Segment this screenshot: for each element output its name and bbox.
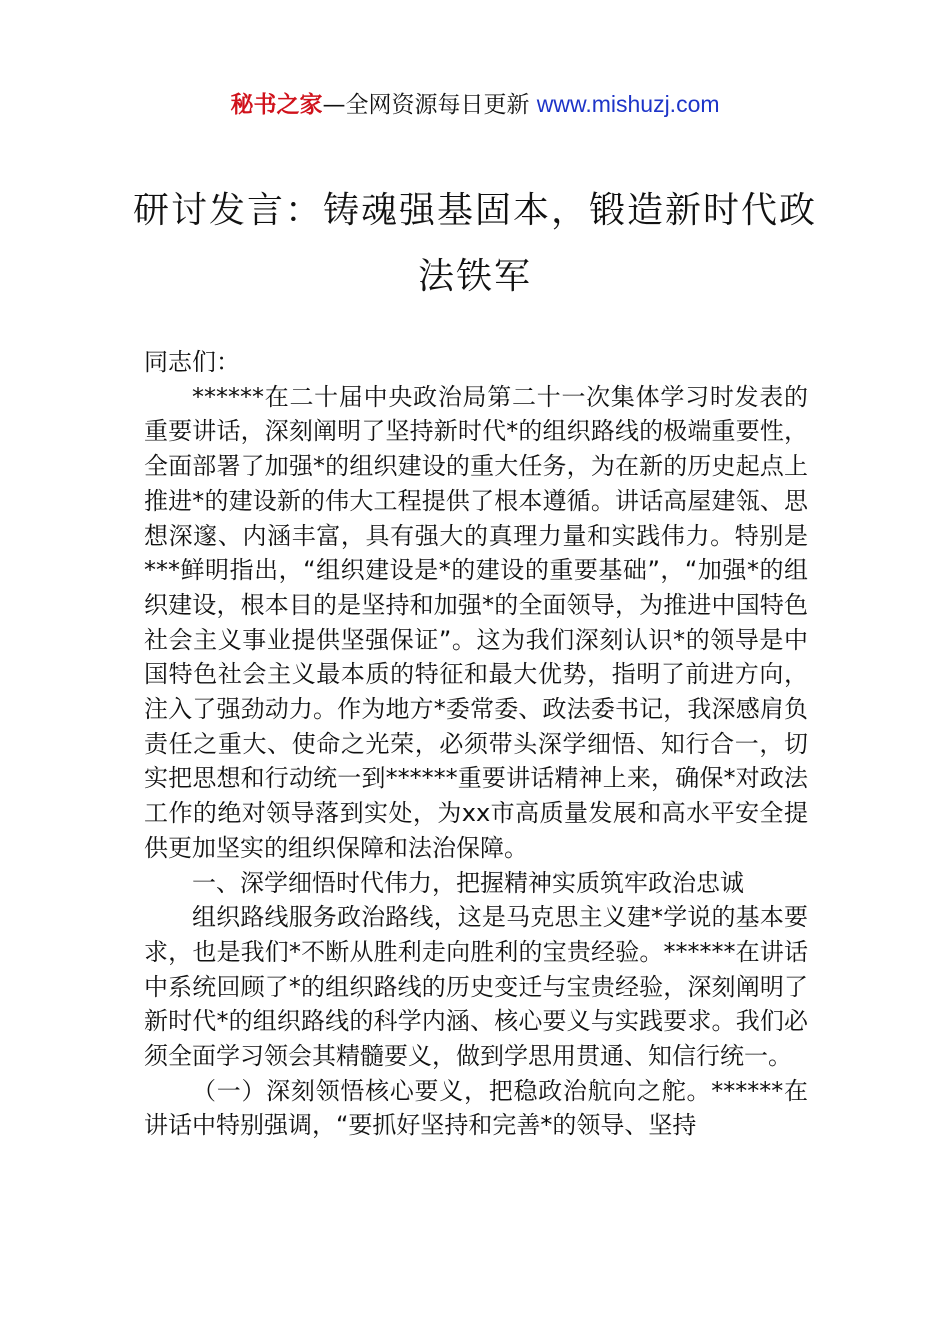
salutation: 同志们：: [144, 348, 240, 376]
section-heading: 一、深学细悟时代伟力，把握精神实质筑牢政治忠诚: [192, 868, 744, 897]
body-paragraph: ******在二十届中央政治局第二十一次集体学习时发表的重要讲话，深刻阐明了坚持新时代*的组织路线的极端重要性，全面部署了加强*的组织建设的重大任务，为在新的历史起点上推进*的建设新的伟大工程提供了根本遵循。讲话高屋建瓴、思想深邃、内涵丰富，具有强大的真理力量和实践伟力。特别是***鲜明指出，“组织建设是*的建设的重要基础”，“加强*的组织建设，根本目的是坚持和加强*的全面领导，为推进中国特色社会主义事业提供坚强保证”。这为我们深刻认识*的领导是中国特色社会主义最本质的特征和最大优势，指明了前进方向，注入了强劲动力。作为地方*委常委、政法委书记，我深感肩负责任之重大、使命之光荣，必须带头深学细悟、知行合一，切实把思想和行动统一到******重要讲话精神上来，确保*对政法工作的绝对领导落到实处，为xx市高质量发展和高水平安全提供更加坚实的组织保障和法治保障。: [144, 382, 808, 862]
header-tagline: —全网资源每日更新: [322, 92, 537, 118]
site-url-link[interactable]: www.mishuzj.com: [536, 91, 720, 117]
document-body: [144, 345, 808, 1143]
document-title: 研讨发言：铸魂强基固本，锻造新时代政法铁军: [132, 190, 817, 297]
site-header: [0, 88, 950, 121]
subsection-paragraph: （一）深刻领悟核心要义，把稳政治航向之舵。******在讲话中特别强调，“要抓好坚持和完善*的领导、坚持: [144, 1076, 808, 1140]
body-paragraph: 组织路线服务政治路线，这是马克思主义建*学说的基本要求，也是我们*不断从胜利走向胜利的宝贵经验。******在讲话中系统回顾了*的组织路线的历史变迁与宝贵经验，深刻阐明了新时代*的组织路线的科学内涵、核心要义与实践要求。我们必须全面学习领会其精髓要义，做到学思用贯通、知信行统一。: [144, 903, 808, 1071]
brand-name: 秘书之家: [230, 92, 323, 118]
